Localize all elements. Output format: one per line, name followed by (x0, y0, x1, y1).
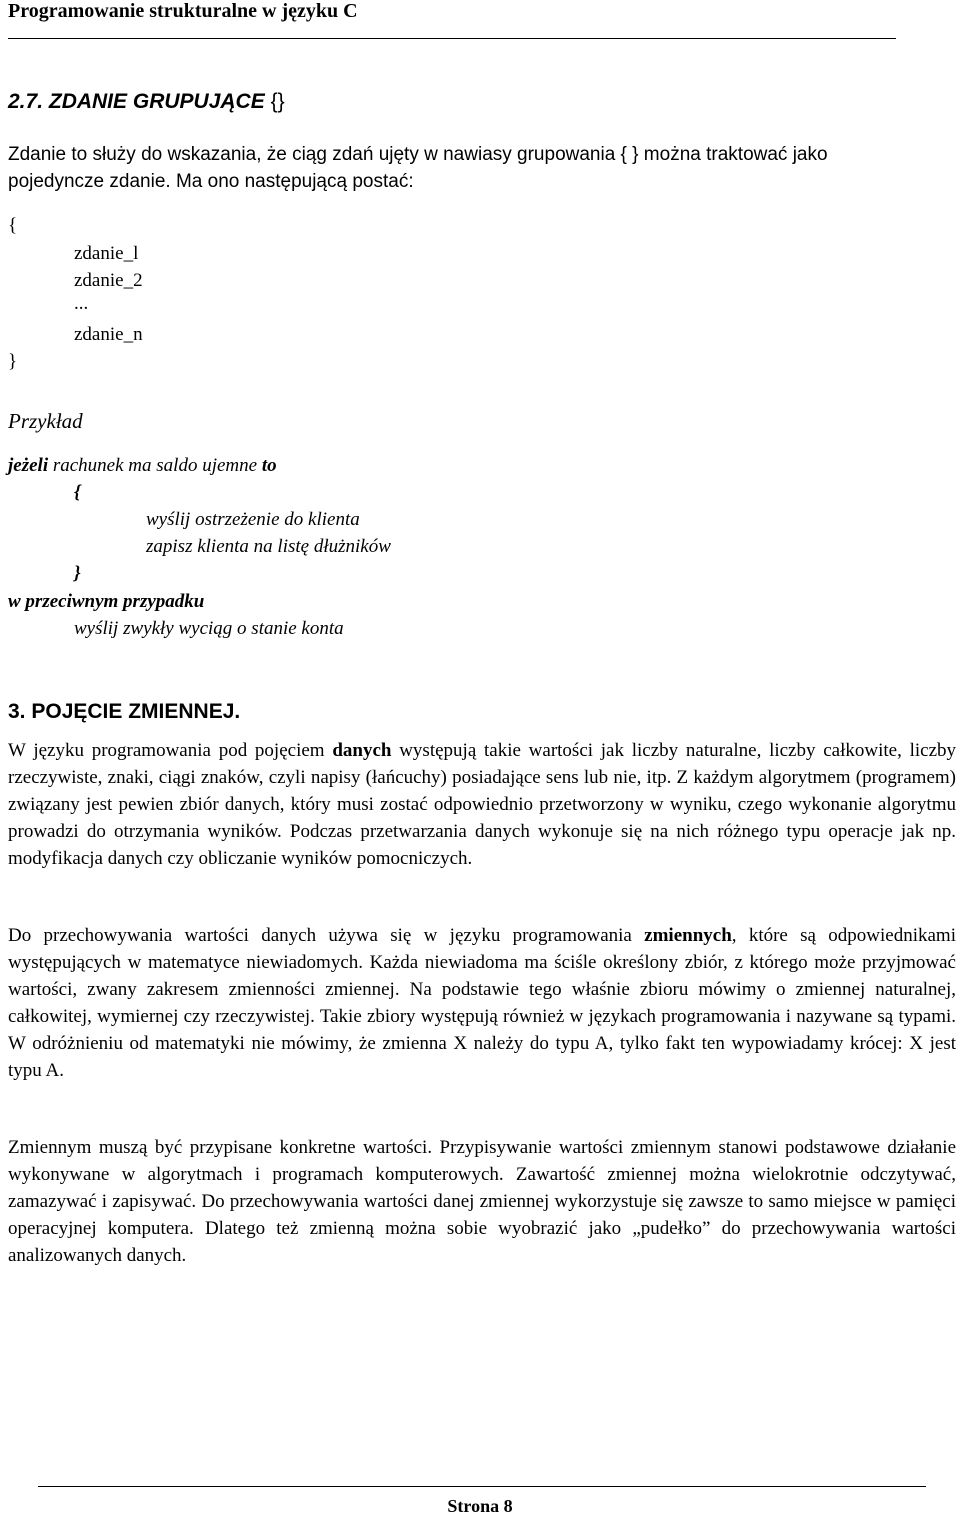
example-line-2: zapisz klienta na listę dłużników (146, 536, 391, 557)
header-rule (8, 38, 896, 39)
paragraph-3: Zmiennym muszą być przypisane konkretne wartości. Przypisywanie wartości zmiennym stanowi podstawowe działanie wykonywane w algorytmach i programach komputerowych. Zawartość zmiennej można wielokrotnie odczytywać, zamazywać i zapisywać. Do przechowywania wartości danej zmiennej wykorzystuje się zawsze to samo miejsce w pamięci operacyjnej komputera. Dlatego też zmienną można sobie wyobrazić jako „pudełko” do przechowywania wartości analizowanych danych. (8, 1137, 956, 1266)
code-line-2: zdanie_2 (74, 270, 143, 291)
paragraph-2-text-a: Do przechowywania wartości danych używa się w języku programowania (8, 925, 645, 946)
intro-line-2: pojedyncze zdanie. Ma ono następującą postać: (8, 171, 414, 192)
example-line-1: wyślij ostrzeżenie do klienta (146, 509, 360, 530)
example-else-keyword: w przeciwnym przypadku (8, 591, 205, 612)
if-condition: rachunek ma saldo ujemne (48, 455, 262, 476)
section-heading-3: 3. POJĘCIE ZMIENNEJ. (8, 700, 241, 723)
paragraph-1-text-b: występują takie wartości jak liczby naturalne, liczby całkowite, liczby rzeczywiste, znaki, ciągi znaków, czyli napisy (łańcuchy) posiadające sens lub nie, itp. Z każdym algorytmem (programem) związany jest pewien zbiór danych, który musi zostać odpowiednio przetworzony w wyniku, czego wykonanie algorytmu prowadzi do otrzymania wyników. Podczas przetwarzania danych wykonuje się na nich różnego typu operacje jak np. modyfikacja danych czy obliczanie wyników pomocniczych. (8, 740, 957, 869)
if-keyword: jeżeli (8, 455, 49, 476)
to-keyword: to (261, 455, 277, 476)
paragraph-2-bold: zmiennych (644, 925, 732, 946)
intro-line-1: Zdanie to służy do wskazania, że ciąg zdań ujęty w nawiasy grupowania { } można traktować jako (8, 144, 828, 165)
example-label: Przykład (8, 409, 83, 433)
paragraph-2-text-b: , które są odpowiednikami występujących w matematyce niewiadomych. Każda niewiadoma ma ściśle określony zbiór, z którego może przyjmować wartości, zwany zakresem zmienności zmiennej. Na podstawie tego właśnie zbioru mówimy o zmiennej naturalnej, całkowitej, wymiernej czy rzeczywistej. Takie zbiory występują również w językach programowania i nazywane są typami. W odróżnieniu od matematyki nie mówimy, że zmienna X należy do typu A, tylko fakt ten wypowiadamy krócej: X jest typu A. (8, 925, 956, 1081)
section-heading-text: 2.7. ZDANIE GRUPUJĄCE (8, 90, 265, 113)
section-heading-braces: {} (270, 90, 285, 113)
running-header: Programowanie strukturalne w języku C (8, 0, 358, 22)
code-open-brace: { (8, 215, 18, 236)
section-heading-2-7 (8, 90, 285, 114)
code-ellipsis: ... (74, 293, 89, 314)
paragraph-1-bold: danych (332, 740, 392, 761)
paragraph-2 (8, 922, 956, 1084)
code-line-3: zdanie_n (74, 324, 143, 345)
code-line-1: zdanie_l (74, 243, 139, 264)
code-close-brace: } (8, 351, 18, 372)
example-open-brace: { (74, 482, 81, 503)
page-number: Strona 8 (447, 1496, 513, 1516)
paragraph-1 (8, 737, 956, 872)
example-close-brace: } (74, 563, 81, 584)
example-if-line (8, 452, 277, 479)
footer-rule (38, 1486, 926, 1487)
example-else-line: wyślij zwykły wyciąg o stanie konta (74, 618, 344, 639)
paragraph-1-text-a: W języku programowania pod pojęciem (8, 740, 333, 761)
